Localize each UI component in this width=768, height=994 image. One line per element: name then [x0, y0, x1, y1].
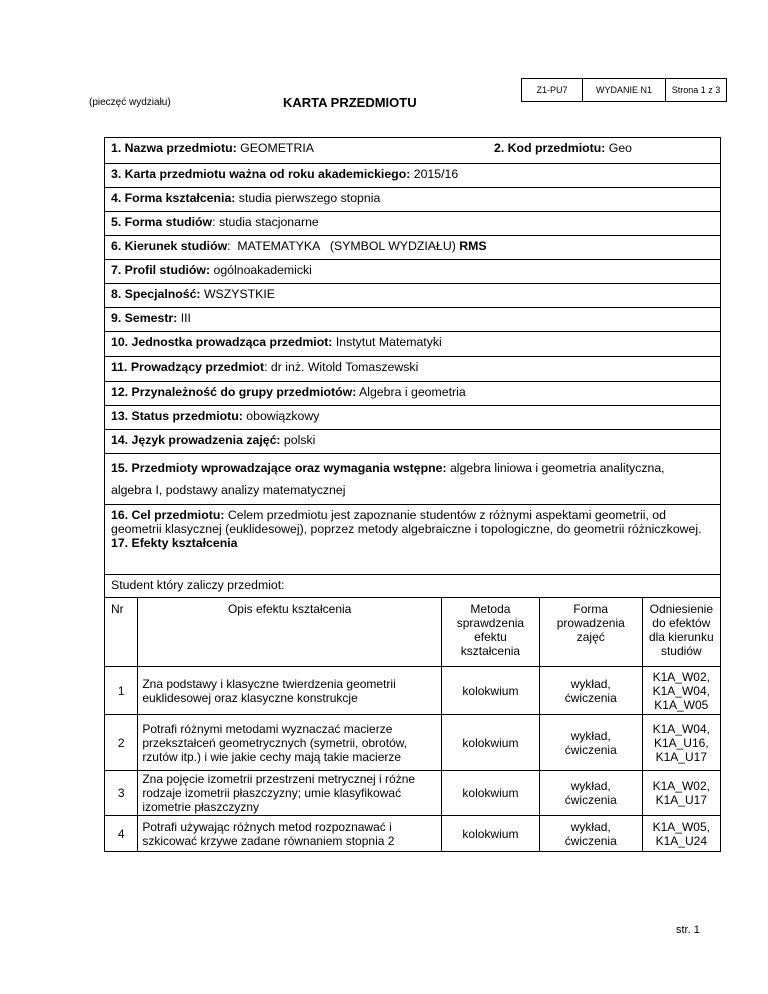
field-value-bold: RMS — [459, 239, 487, 253]
field-label: 15. Przedmioty wprowadzające oraz wymagania wstępne: — [111, 461, 447, 475]
field-value: WSZYSTKIE — [200, 287, 276, 301]
document-header-table — [521, 78, 727, 102]
field-value-cont: algebra I, podstawy analizy matematycznej — [111, 483, 346, 497]
row-ref: K1A_W02, K1A_U17 — [642, 771, 720, 816]
field-11 — [104, 356, 721, 381]
field-5 — [104, 211, 721, 235]
col-header-ref: Odniesienie do efektów dla kierunku studiów — [642, 598, 720, 667]
row-method: kolokwium — [441, 771, 539, 816]
doc-page: Strona 1 z 3 — [666, 79, 727, 102]
field-13 — [104, 405, 721, 429]
table-row — [105, 816, 721, 852]
row-form: wykład, ćwiczenia — [539, 816, 642, 852]
col-header-method: Metoda sprawdzenia efektu kształcenia — [441, 598, 539, 667]
field-label: 17. Efekty kształcenia — [111, 536, 238, 550]
row-method: kolokwium — [441, 816, 539, 852]
row-method: kolokwium — [441, 715, 539, 771]
field-15 — [104, 453, 721, 504]
field-16-17 — [104, 504, 721, 574]
field-label: 2. Kod przedmiotu: — [494, 141, 606, 155]
field-value: : studia stacjonarne — [212, 215, 319, 229]
field-label: 10. Jednostka prowadząca przedmiot: — [111, 335, 333, 349]
row-desc: Zna podstawy i klasyczne twierdzenia geometrii euklidesowej oraz klasyczne konstrukcje — [138, 667, 442, 715]
table-row — [105, 771, 721, 816]
field-value: polski — [280, 433, 316, 447]
doc-edition: WYDANIE N1 — [583, 79, 666, 102]
field-value: Instytut Matematyki — [332, 335, 442, 349]
field-value: obowiązkowy — [242, 409, 320, 423]
effects-intro — [104, 574, 721, 598]
field-10 — [104, 331, 721, 356]
field-label: 3. Karta przedmiotu ważna od roku akademickiego: — [111, 167, 411, 181]
field-value: 2015/16 — [410, 167, 459, 181]
field-4 — [104, 187, 721, 211]
row-form: wykład, ćwiczenia — [539, 715, 642, 771]
field-label: 6. Kierunek studiów — [111, 239, 228, 253]
field-label: 8. Specjalność: — [111, 287, 201, 301]
table-row — [105, 715, 721, 771]
row-desc: Potrafi różnymi metodami wyznaczać macierze przekształceń geometrycznych (symetrii, obrotów, rzutów itp.) i wie jakie cechy mają takie macierze — [138, 715, 442, 771]
doc-code: Z1-PU7 — [522, 79, 583, 102]
field-label: 12. Przynależność do grupy przedmiotów: — [111, 385, 357, 399]
field-label: 11. Prowadzący przedmiot — [111, 360, 265, 374]
field-value: Algebra i geometria — [356, 385, 466, 399]
row-nr: 2 — [105, 715, 138, 771]
effects-table — [104, 597, 721, 852]
field-value: III — [177, 311, 191, 325]
field-label: 16. Cel przedmiotu: — [111, 508, 225, 522]
table-row — [105, 667, 721, 715]
field-value: Celem przedmiotu jest zapoznanie studentów z różnymi aspektami geometrii, od geometrii klasycznej (euklidesowej), poprzez metody algebraiczne i topologiczne, do geometrii różniczkowej. — [111, 508, 702, 536]
field-value: : dr inż. Witold Tomaszewski — [264, 360, 419, 374]
row-form: wykład, ćwiczenia — [539, 667, 642, 715]
row-nr: 4 — [105, 816, 138, 852]
field-6 — [104, 235, 721, 259]
field-value: Geo — [605, 141, 633, 155]
effects-header-row — [105, 598, 721, 667]
col-header-nr: Nr — [105, 598, 138, 667]
field-label: 9. Semestr: — [111, 311, 178, 325]
field-label: 7. Profil studiów: — [111, 263, 211, 277]
row-nr: 1 — [105, 667, 138, 715]
effects-intro-text: Student który zaliczy przedmiot: — [111, 578, 285, 592]
field-value: : MATEMATYKA (SYMBOL WYDZIAŁU) — [227, 239, 460, 253]
row-desc: Potrafi używając różnych metod rozpoznawać i szkicować krzywe zadane równaniem stopnia 2 — [138, 816, 442, 852]
row-nr: 3 — [105, 771, 138, 816]
field-value: ogólnoakademicki — [210, 263, 312, 277]
field-label: 5. Forma studiów — [111, 215, 213, 229]
field-14 — [104, 429, 721, 453]
field-9 — [104, 307, 721, 331]
page-number: str. 1 — [676, 924, 700, 936]
field-label: 13. Status przedmiotu: — [111, 409, 243, 423]
row-desc: Zna pojęcie izometrii przestrzeni metrycznej i różne rodzaje izometrii płaszczyzny; umie klasyfikować izometrie płaszczyzny — [138, 771, 442, 816]
row-method: kolokwium — [441, 667, 539, 715]
row-ref: K1A_W05, K1A_U24 — [642, 816, 720, 852]
field-7 — [104, 259, 721, 283]
row-ref: K1A_W04, K1A_U16, K1A_U17 — [642, 715, 720, 771]
field-8 — [104, 283, 721, 307]
col-header-form: Forma prowadzenia zajęć — [539, 598, 642, 667]
row-form: wykład, ćwiczenia — [539, 771, 642, 816]
field-12 — [104, 381, 721, 405]
row-ref: K1A_W02, K1A_W04, K1A_W05 — [642, 667, 720, 715]
field-label: 14. Język prowadzenia zajęć: — [111, 433, 281, 447]
col-header-desc: Opis efektu kształcenia — [138, 598, 442, 667]
field-value: algebra liniowa i geometria analityczna, — [446, 461, 665, 475]
page-title: KARTA PRZEDMIOTU — [283, 95, 417, 110]
field-label: 4. Forma kształcenia: — [111, 191, 236, 205]
field-label: 1. Nazwa przedmiotu: — [111, 141, 237, 155]
faculty-stamp: (pieczęć wydziału) — [89, 97, 171, 108]
field-1-2 — [104, 137, 721, 163]
field-value: GEOMETRIA — [236, 141, 314, 155]
field-3 — [104, 163, 721, 187]
field-value: studia pierwszego stopnia — [235, 191, 381, 205]
